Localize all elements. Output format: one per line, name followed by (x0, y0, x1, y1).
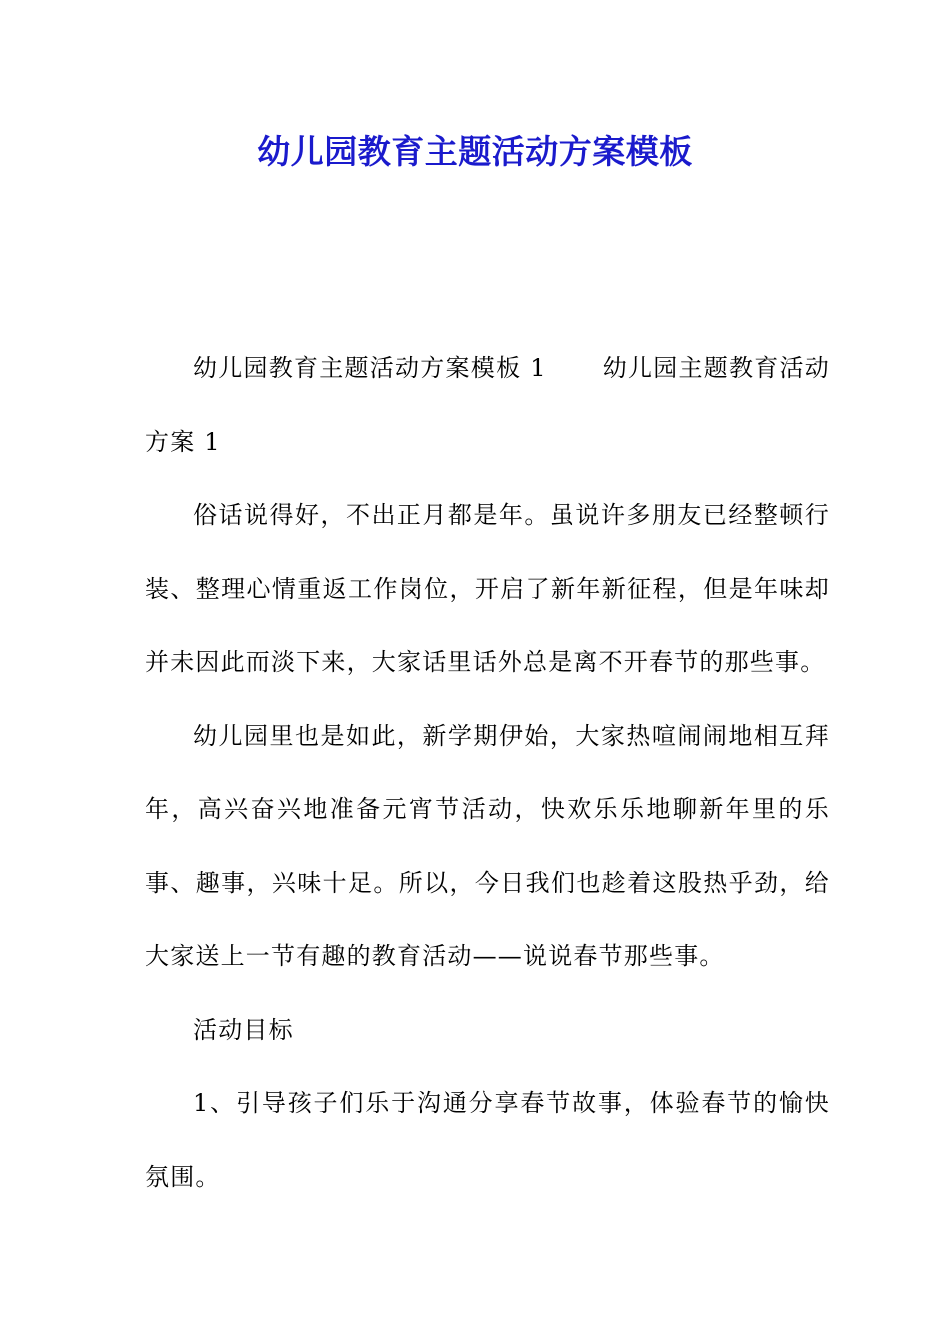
document-body (145, 332, 830, 1214)
heading-line-a: 幼儿园教育主题活动方案模板 1 (193, 354, 547, 382)
paragraph-intro: 俗话说得好，不出正月都是年。虽说许多朋友已经整顿行装、整理心情重返工作岗位，开启了新年新征程，但是年味却并未因此而淡下来，大家话里话外总是离不开春节的那些事。 (145, 501, 830, 676)
paragraph-kindergarten: 幼儿园里也是如此，新学期伊始，大家热喧闹闹地相互拜年，高兴奋兴地准备元宵节活动，快欢乐乐地聊新年里的乐事、趣事，兴味十足。所以，今日我们也趁着这股热乎劲，给大家送上一节有趣的教育活动——说说春节那些事。 (145, 721, 830, 970)
heading-line-b: 幼儿园主题教育活动方案 1 (145, 354, 830, 456)
document-title: 幼儿园教育主题活动方案模板 (257, 132, 693, 171)
heading-paragraph (145, 332, 830, 479)
goal-item-1: 1、引导孩子们乐于沟通分享春节故事，体验春节的愉快氛围。 (145, 1089, 830, 1191)
section-heading-goals: 活动目标 (193, 1015, 294, 1044)
